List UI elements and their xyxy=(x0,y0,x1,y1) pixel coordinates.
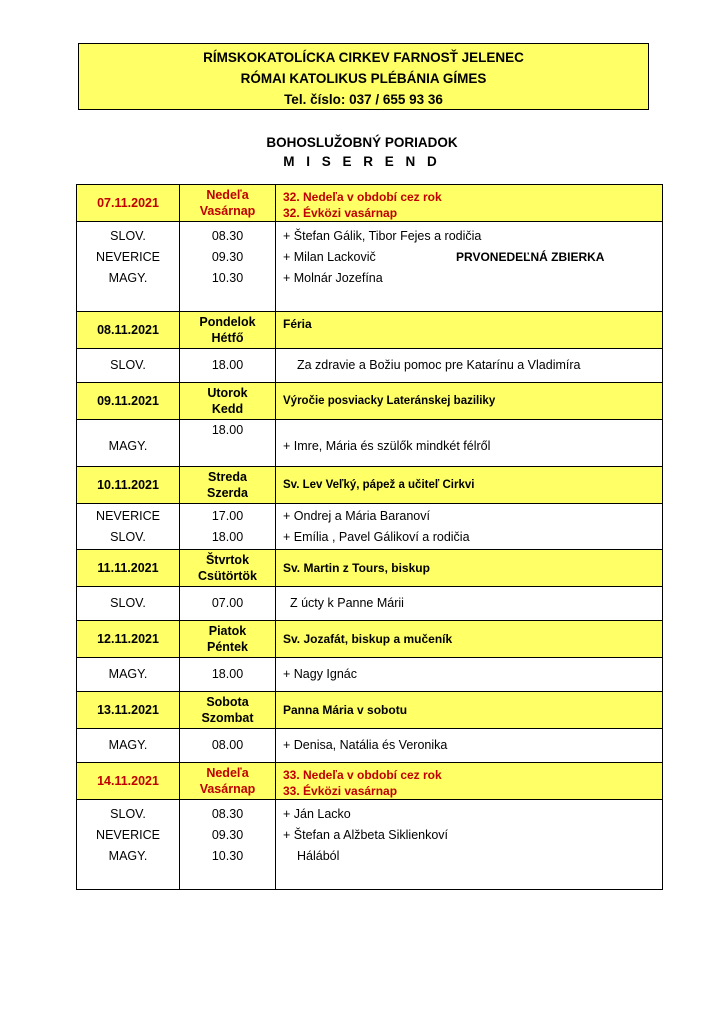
mass-intention: + Milan Lackovič xyxy=(283,250,376,264)
mass-times xyxy=(180,222,276,312)
mass-time: 09.30 xyxy=(211,828,244,842)
day-name-hu: Kedd xyxy=(211,402,244,416)
mass-intention: Hálából xyxy=(297,849,340,863)
mass-time: 18.00 xyxy=(211,667,244,681)
mass-languages xyxy=(77,222,180,312)
parish-name-sk: RÍMSKOKATOLÍCKA CIRKEV FARNOSŤ JELENEC xyxy=(203,50,524,65)
mass-schedule-table xyxy=(76,184,663,890)
mass-languages xyxy=(77,658,180,692)
day-name-sk: Sobota xyxy=(206,695,249,709)
mass-time: 18.00 xyxy=(211,358,244,372)
day-date: 08.11.2021 xyxy=(77,312,180,349)
day-name-sk: Nedeľa xyxy=(206,766,249,780)
feast-sk: Féria xyxy=(283,317,312,331)
day-name xyxy=(180,383,276,420)
collection-note: PRVONEDEĽNÁ ZBIERKA xyxy=(456,250,605,264)
day-name-hu: Hétfő xyxy=(211,331,244,345)
mass-time: 17.00 xyxy=(211,509,244,523)
day-name-sk: Pondelok xyxy=(199,315,256,329)
day-row xyxy=(77,312,663,349)
day-name xyxy=(180,692,276,729)
mass-times xyxy=(180,349,276,383)
mass-language: SLOV. xyxy=(110,229,146,243)
mass-times xyxy=(180,729,276,763)
mass-times xyxy=(180,420,276,467)
mass-intention: Z úcty k Panne Márii xyxy=(290,596,404,610)
mass-time: 10.30 xyxy=(211,271,244,285)
mass-intention: Za zdravie a Božiu pomoc pre Katarínu a Vladimíra xyxy=(297,358,581,372)
feast-sk: 33. Nedeľa v období cez rok xyxy=(283,768,442,782)
mass-language: NEVERICE xyxy=(96,509,160,523)
day-name xyxy=(180,763,276,800)
mass-row xyxy=(77,587,663,621)
feast xyxy=(276,383,663,420)
mass-intention: + Štefan Gálik, Tibor Fejes a rodičia xyxy=(283,229,482,243)
day-name xyxy=(180,467,276,504)
mass-time: 18.00 xyxy=(211,423,244,437)
mass-intentions xyxy=(276,222,663,312)
parish-header xyxy=(78,43,649,110)
mass-intentions xyxy=(276,504,663,550)
mass-intention: + Emília , Pavel Gálikoví a rodičia xyxy=(283,530,470,544)
feast xyxy=(276,185,663,222)
mass-languages xyxy=(77,420,180,467)
feast xyxy=(276,467,663,504)
feast-sk: Panna Mária v sobotu xyxy=(283,703,408,717)
mass-time: 18.00 xyxy=(211,530,244,544)
day-row xyxy=(77,692,663,729)
mass-intention: + Ján Lacko xyxy=(283,807,351,821)
schedule-subtitle: M I S E R E N D xyxy=(283,154,441,169)
mass-language: NEVERICE xyxy=(96,828,160,842)
mass-intention: + Ondrej a Mária Baranoví xyxy=(283,509,430,523)
day-name-hu: Csütörtök xyxy=(197,569,258,583)
mass-language: SLOV. xyxy=(110,807,146,821)
parish-phone: Tel. číslo: 037 / 655 93 36 xyxy=(284,92,443,107)
mass-time: 08.00 xyxy=(211,738,244,752)
day-row xyxy=(77,467,663,504)
mass-row xyxy=(77,504,663,550)
mass-language: MAGY. xyxy=(108,667,148,681)
day-name xyxy=(180,185,276,222)
day-name-hu: Vasárnap xyxy=(199,782,256,796)
day-name-sk: Štvrtok xyxy=(205,553,250,567)
mass-row xyxy=(77,658,663,692)
mass-intentions xyxy=(276,658,663,692)
mass-intentions xyxy=(276,729,663,763)
day-row xyxy=(77,621,663,658)
feast-hu: 33. Évközi vasárnap xyxy=(283,784,398,798)
day-date: 13.11.2021 xyxy=(77,692,180,729)
feast-sk: Výročie posviacky Lateránskej baziliky xyxy=(283,395,496,407)
mass-times xyxy=(180,587,276,621)
feast xyxy=(276,692,663,729)
day-name xyxy=(180,550,276,587)
day-date: 11.11.2021 xyxy=(77,550,180,587)
mass-language: SLOV. xyxy=(110,530,146,544)
day-row xyxy=(77,550,663,587)
day-date: 09.11.2021 xyxy=(77,383,180,420)
mass-languages xyxy=(77,729,180,763)
mass-languages xyxy=(77,349,180,383)
mass-languages xyxy=(77,800,180,890)
day-name-hu: Vasárnap xyxy=(199,204,256,218)
day-date: 10.11.2021 xyxy=(77,467,180,504)
feast xyxy=(276,763,663,800)
mass-language: SLOV. xyxy=(110,358,146,372)
day-name xyxy=(180,621,276,658)
feast xyxy=(276,621,663,658)
mass-time: 08.30 xyxy=(211,807,244,821)
day-name-sk: Nedeľa xyxy=(206,188,249,202)
feast-sk: Sv. Jozafát, biskup a mučeník xyxy=(283,632,453,646)
mass-language: SLOV. xyxy=(110,596,146,610)
day-name-hu: Szerda xyxy=(207,486,248,500)
day-date: 14.11.2021 xyxy=(77,763,180,800)
mass-intention: + Imre, Mária és szülők mindkét félről xyxy=(283,438,491,453)
mass-intentions xyxy=(276,800,663,890)
feast xyxy=(276,312,663,349)
mass-times xyxy=(180,800,276,890)
mass-time: 07.00 xyxy=(211,596,244,610)
mass-language: MAGY. xyxy=(108,438,148,453)
mass-row xyxy=(77,222,663,312)
day-name xyxy=(180,312,276,349)
mass-row xyxy=(77,349,663,383)
feast-hu: 32. Évközi vasárnap xyxy=(283,206,398,220)
mass-intentions xyxy=(276,587,663,621)
day-row xyxy=(77,383,663,420)
mass-language: NEVERICE xyxy=(96,250,160,264)
mass-time: 08.30 xyxy=(211,229,244,243)
mass-times xyxy=(180,658,276,692)
mass-intention: + Štefan a Alžbeta Siklienkoví xyxy=(283,828,449,842)
mass-language: MAGY. xyxy=(108,738,148,752)
mass-languages xyxy=(77,504,180,550)
mass-row xyxy=(77,800,663,890)
mass-times xyxy=(180,504,276,550)
day-name-sk: Piatok xyxy=(208,624,247,638)
mass-row xyxy=(77,729,663,763)
mass-languages xyxy=(77,587,180,621)
day-date: 12.11.2021 xyxy=(77,621,180,658)
mass-intentions xyxy=(276,349,663,383)
day-date: 07.11.2021 xyxy=(77,185,180,222)
mass-intention: + Nagy Ignác xyxy=(283,667,358,681)
day-row xyxy=(77,185,663,222)
mass-intentions xyxy=(276,420,663,467)
parish-name-hu: RÓMAI KATOLIKUS PLÉBÁNIA GÍMES xyxy=(240,71,487,86)
mass-row xyxy=(77,420,663,467)
mass-language: MAGY. xyxy=(108,849,148,863)
day-name-sk: Utorok xyxy=(207,386,248,400)
feast xyxy=(276,550,663,587)
feast-sk: 32. Nedeľa v období cez rok xyxy=(283,190,442,204)
day-name-hu: Péntek xyxy=(207,640,248,654)
mass-intention: + Molnár Jozefína xyxy=(283,271,383,285)
day-name-sk: Streda xyxy=(208,470,247,484)
mass-language: MAGY. xyxy=(108,271,148,285)
mass-intention: + Denisa, Natália és Veronika xyxy=(283,738,448,752)
day-row xyxy=(77,763,663,800)
schedule-title: BOHOSLUŽOBNÝ PORIADOK xyxy=(266,135,458,150)
feast-sk: Sv. Lev Veľký, pápež a učiteľ Cirkvi xyxy=(283,479,475,491)
mass-time: 10.30 xyxy=(211,849,244,863)
day-name-hu: Szombat xyxy=(201,711,254,725)
feast-sk: Sv. Martin z Tours, biskup xyxy=(283,561,430,575)
mass-time: 09.30 xyxy=(211,250,244,264)
